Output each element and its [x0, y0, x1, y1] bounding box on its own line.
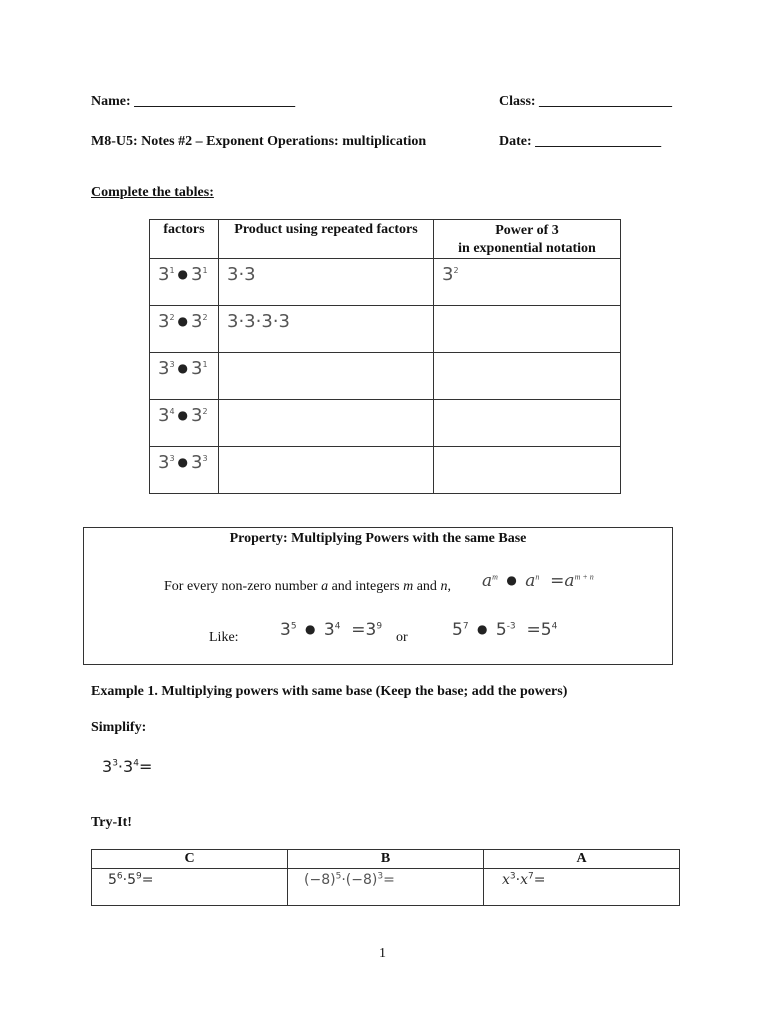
col-header-power: Power of 3 in exponential notation: [434, 220, 621, 259]
col-header-product: Product using repeated factors: [219, 220, 434, 259]
tryit-row: [92, 869, 680, 906]
factors-cell: $3^2$ ● $3^2$: [158, 311, 208, 332]
example-expression: $3^3\cdot 3^4=$: [102, 757, 153, 776]
table-row: [150, 447, 621, 494]
factors-cell: $3^1$ ● $3^1$: [158, 264, 208, 285]
power-cell[interactable]: [434, 306, 620, 311]
power-cell[interactable]: $3^2$: [442, 264, 459, 285]
class-field-label: Class: ___________________: [499, 94, 673, 109]
factors-cell: $3^3$ ● $3^1$: [158, 358, 208, 379]
tryit-cell-b[interactable]: $(-8)^5\cdot(-8)^3=$: [288, 869, 484, 906]
product-cell[interactable]: [219, 400, 433, 405]
or-label: or: [396, 630, 408, 645]
col-header-a: A: [484, 850, 680, 869]
table-row: [150, 259, 621, 306]
property-box: [83, 527, 673, 665]
product-cell[interactable]: 3⋅3: [227, 264, 256, 285]
product-cell[interactable]: 3⋅3⋅3⋅3: [227, 311, 290, 332]
col-header-c: C: [92, 850, 288, 869]
factors-table: [149, 219, 621, 494]
page-number: 1: [379, 946, 386, 961]
name-field-label: Name: _______________________: [91, 94, 296, 109]
or-example: $5^7$ ● $5^{-3} =5^4$: [452, 620, 558, 640]
tryit-cell-c[interactable]: $5^6\cdot 5^9=$: [92, 869, 288, 906]
factors-cell: $3^3$ ● $3^3$: [158, 452, 208, 473]
factors-table-header: [150, 220, 621, 259]
worksheet-title: M8-U5: Notes #2 – Exponent Operations: multiplication: [91, 134, 427, 149]
tryit-cell-a[interactable]: $x^3\cdot x^7=$: [484, 869, 680, 906]
like-label: Like:: [209, 630, 239, 645]
like-example: $3^5$ ● $3^4 =3^9$: [280, 620, 383, 640]
date-field-label: Date: __________________: [499, 134, 662, 149]
property-formula: $a^m$ ● $a^n =a^{m + n}$: [482, 571, 594, 591]
tryit-header-row: [92, 850, 680, 869]
power-cell[interactable]: [434, 400, 620, 405]
factors-cell: $3^4$ ● $3^2$: [158, 405, 208, 426]
tryit-heading: Try-It!: [91, 815, 132, 830]
table-row: [150, 353, 621, 400]
table-row: [150, 400, 621, 447]
product-cell[interactable]: [219, 447, 433, 452]
instructions: Complete the tables:: [91, 185, 214, 200]
power-cell[interactable]: [434, 447, 620, 452]
table-row: [150, 306, 621, 353]
property-statement: For every non-zero number a and integers m and n,: [164, 579, 451, 594]
col-header-b: B: [288, 850, 484, 869]
tryit-table: [91, 849, 680, 906]
product-cell[interactable]: [219, 353, 433, 358]
simplify-label: Simplify:: [91, 720, 147, 735]
property-title: Property: Multiplying Powers with the same Base: [229, 531, 527, 546]
col-header-factors: factors: [150, 220, 219, 259]
power-cell[interactable]: [434, 353, 620, 358]
example-heading: Example 1. Multiplying powers with same base (Keep the base; add the powers): [91, 684, 568, 699]
